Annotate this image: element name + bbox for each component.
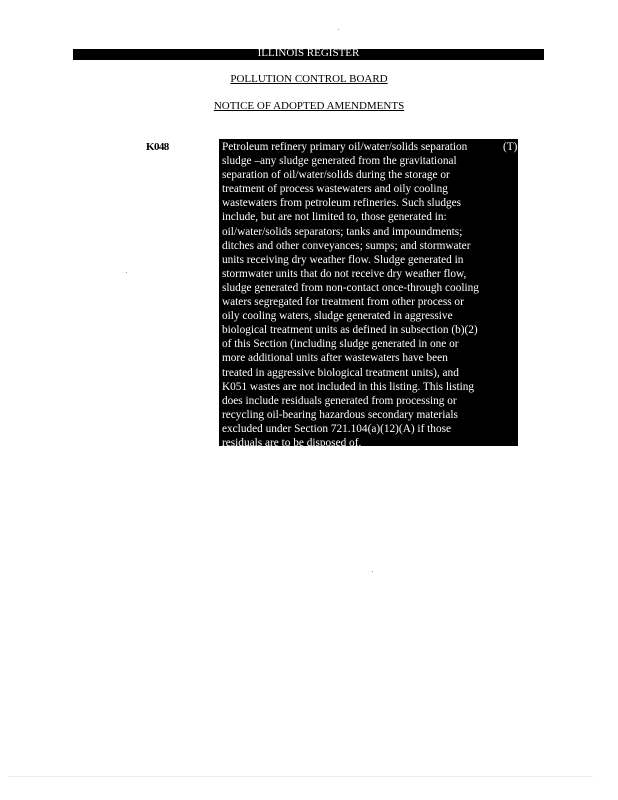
- description-line: recycling oil-bearing hazardous secondary materials: [222, 408, 458, 421]
- description-line: excluded under Section 721.104(a)(12)(A) if those: [222, 422, 452, 435]
- register-title: ILLINOIS REGISTER: [257, 47, 360, 59]
- waste-code: K048: [146, 141, 169, 153]
- description-line: does include residuals generated from processing or: [222, 394, 457, 407]
- description-line: include, but are not limited to, those generated in:: [222, 211, 447, 224]
- notice-title: [0, 100, 618, 113]
- description-line: sludge generated from non-contact once-through cooling: [222, 281, 479, 294]
- page-bottom-rule: [8, 776, 593, 777]
- description-line: oil/water/solids separators; tanks and impoundments;: [222, 225, 463, 238]
- description-line: oily cooling waters, sludge generated in aggressive: [222, 310, 453, 323]
- board-title-text: POLLUTION CONTROL BOARD: [230, 73, 388, 85]
- board-title: [0, 73, 618, 86]
- scan-speck: [126, 272, 127, 273]
- description-line: treated in aggressive biological treatment units), and: [222, 366, 459, 379]
- hazard-code: (T): [503, 141, 518, 153]
- description-line: ditches and other conveyances; sumps; and stormwater: [222, 239, 471, 252]
- description-line: residuals are to be disposed of.: [222, 436, 362, 449]
- description-line: Petroleum refinery primary oil/water/solids separation: [222, 141, 468, 153]
- description-line: more additional units after wastewaters have been: [222, 352, 448, 365]
- waste-description: [222, 140, 500, 450]
- description-line: of this Section (including sludge generated in one or: [222, 338, 459, 351]
- scan-speck: [338, 29, 339, 30]
- description-line: units receiving dry weather flow. Sludge generated in: [222, 253, 464, 266]
- description-line: biological treatment units as defined in subsection (b)(2): [222, 324, 478, 337]
- description-line: wastewaters from petroleum refineries. Such sludges: [222, 197, 462, 210]
- notice-title-text: NOTICE OF ADOPTED AMENDMENTS: [213, 100, 405, 112]
- description-line: K051 wastes are not included in this listing. This listing: [222, 380, 475, 393]
- description-line: separation of oil/water/solids during the storage or: [222, 169, 450, 182]
- description-line: stormwater units that do not receive dry weather flow,: [222, 267, 467, 280]
- description-line: treatment of process wastewaters and oily cooling: [222, 183, 448, 196]
- scan-speck: [372, 571, 373, 572]
- description-line: waters segregated for treatment from other process or: [222, 296, 464, 309]
- description-line: sludge –any sludge generated from the gravitational: [222, 155, 457, 168]
